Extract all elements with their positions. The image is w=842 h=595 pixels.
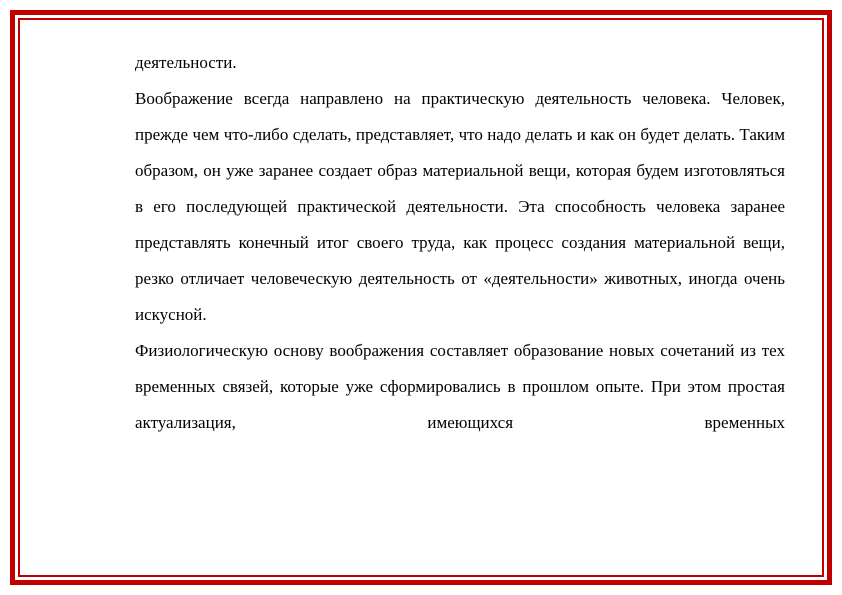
paragraph-continuation: деятельности. xyxy=(135,53,237,72)
paragraph-physiological-basis: Физиологическую основу воображения составляет образование новых сочетаний из тех временных связей, которые уже сформировались в прошлом опыте. При этом простая актуализация, имеющихся временных xyxy=(135,341,785,432)
paragraph-imagination-practical: Воображение всегда направлено на практическую деятельность человека. Человек, прежде чем что-либо сделать, представляет, что надо делать и как он будет делать. Таким образом, он уже заранее создает образ материальной вещи, которая будем изготовляться в его последующей практической деятельности. Эта способность человека заранее представлять конечный итог своего труда, как процесс создания материальной вещи, резко отличает человеческую деятельность от «деятельности» животных, иногда очень искусной. xyxy=(135,89,785,324)
body-text xyxy=(135,45,785,441)
